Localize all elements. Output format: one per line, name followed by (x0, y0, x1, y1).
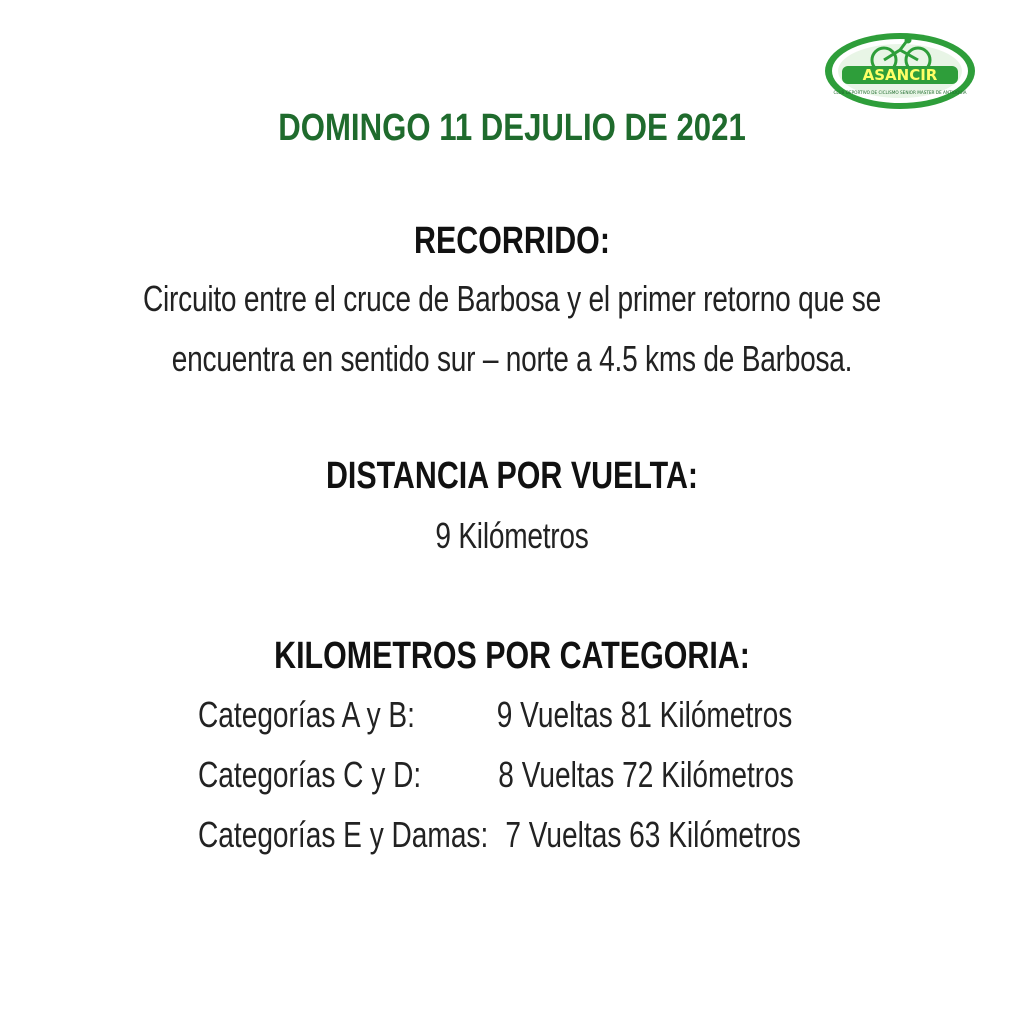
categories-heading: KILOMETROS POR CATEGORIA: (274, 635, 750, 677)
route-heading: RECORRIDO: (414, 220, 610, 262)
distance-value: 9 Kilómetros (435, 515, 589, 556)
category-row (198, 814, 801, 856)
category-value: 8 Vueltas 72 Kilómetros (498, 754, 794, 795)
asancir-logo-icon (822, 30, 978, 112)
category-row (198, 754, 794, 796)
category-row (198, 694, 793, 736)
category-label: Categorías C y D: (198, 754, 422, 795)
club-logo (822, 30, 978, 112)
logo-subtitle: CLUB DEPORTIVO DE CICLISMO SENIOR MASTER DE ANTIOQUIA (833, 90, 967, 95)
date-title: DOMINGO 11 DEJULIO DE 2021 (278, 107, 746, 149)
distance-heading: DISTANCIA POR VUELTA: (325, 455, 699, 497)
logo-wordmark: ASANCIR (862, 66, 938, 84)
category-label: Categorías E y Damas: (198, 814, 489, 855)
category-label: Categorías A y B: (198, 694, 415, 735)
category-value: 9 Vueltas 81 Kilómetros (496, 694, 793, 735)
category-value: 7 Vueltas 63 Kilómetros (505, 814, 801, 855)
route-line-2: encuentra en sentido sur – norte a 4.5 kms de Barbosa. (171, 338, 853, 379)
route-line-1: Circuito entre el cruce de Barbosa y el primer retorno que se (142, 278, 882, 319)
